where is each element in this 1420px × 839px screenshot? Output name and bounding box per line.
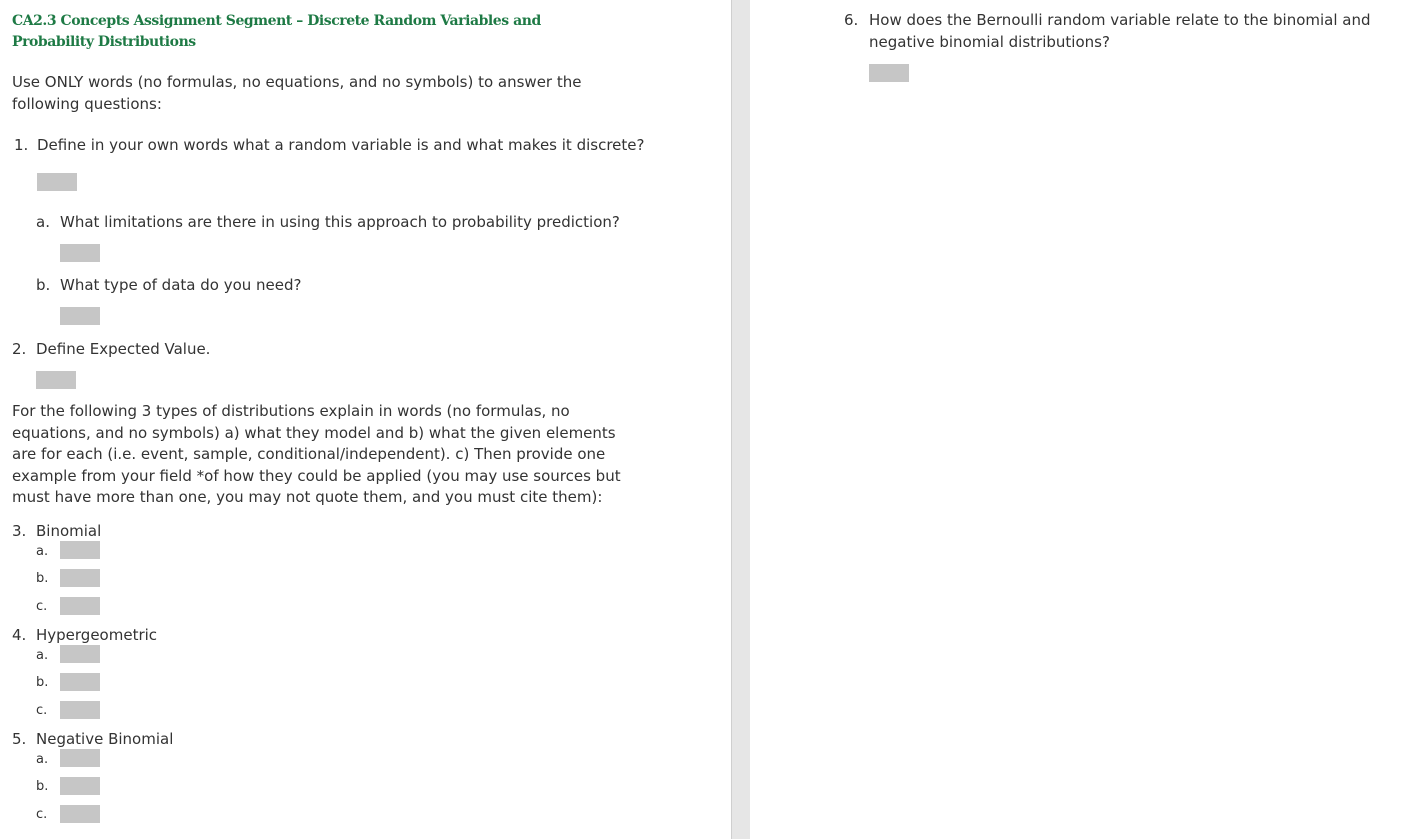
- question-4-number: 4.: [12, 626, 27, 644]
- answer-field-q5b[interactable]: [60, 777, 100, 795]
- question-4a-label: a.: [36, 648, 49, 663]
- question-4b-label: b.: [36, 675, 49, 690]
- answer-field-q1[interactable]: [37, 173, 77, 191]
- question-2-text: Define Expected Value.: [36, 340, 211, 358]
- question-3-text: Binomial: [36, 522, 102, 540]
- question-6-text: How does the Bernoulli random variable relate to the binomial and negative binomial distributions?: [869, 11, 1371, 51]
- question-4c-label: c.: [36, 703, 48, 718]
- answer-field-q6[interactable]: [869, 64, 909, 82]
- answer-field-q4b[interactable]: [60, 673, 100, 691]
- question-1a-label: a.: [36, 213, 50, 231]
- question-3-number: 3.: [12, 522, 27, 540]
- question-4-text: Hypergeometric: [36, 626, 158, 644]
- question-3a-label: a.: [36, 544, 49, 559]
- question-1-number: 1.: [14, 136, 29, 154]
- document-title: CA2.3 Concepts Assignment Segment – Discrete Random Variables and Probability Distributions: [12, 13, 541, 50]
- question-6-number: 6.: [844, 11, 859, 29]
- document-page-right: [750, 0, 1420, 839]
- answer-field-q4a[interactable]: [60, 645, 100, 663]
- answer-field-q3a[interactable]: [60, 541, 100, 559]
- instructions-text: Use ONLY words (no formulas, no equations, and no symbols) to answer the following questions:: [12, 73, 582, 113]
- question-3c-label: c.: [36, 599, 48, 614]
- question-5-text: Negative Binomial: [36, 730, 174, 748]
- question-5c-label: c.: [36, 807, 48, 822]
- question-5b-label: b.: [36, 779, 49, 794]
- answer-field-q3c[interactable]: [60, 597, 100, 615]
- answer-field-q4c[interactable]: [60, 701, 100, 719]
- question-5-number: 5.: [12, 730, 27, 748]
- question-1b-text: What type of data do you need?: [60, 276, 302, 294]
- answer-field-q5a[interactable]: [60, 749, 100, 767]
- question-2-number: 2.: [12, 340, 27, 358]
- answer-field-q3b[interactable]: [60, 569, 100, 587]
- question-1a-text: What limitations are there in using this approach to probability prediction?: [60, 213, 620, 231]
- question-1-text: Define in your own words what a random variable is and what makes it discrete?: [37, 136, 645, 154]
- page-gutter: [731, 0, 751, 839]
- answer-field-q2[interactable]: [36, 371, 76, 389]
- question-5a-label: a.: [36, 752, 49, 767]
- answer-field-q1b[interactable]: [60, 307, 100, 325]
- question-3b-label: b.: [36, 571, 49, 586]
- distributions-intro-text: For the following 3 types of distributions explain in words (no formulas, no equations, and no symbols) a) what they model and b) what the given elements are for each (i.e. event, sample, conditional/independent). c) Then provide one example from your field *of how they could be applied (you may use sources but must have more than one, you may not quote them, and you must cite them):: [12, 402, 621, 506]
- question-1b-label: b.: [36, 276, 51, 294]
- answer-field-q1a[interactable]: [60, 244, 100, 262]
- answer-field-q5c[interactable]: [60, 805, 100, 823]
